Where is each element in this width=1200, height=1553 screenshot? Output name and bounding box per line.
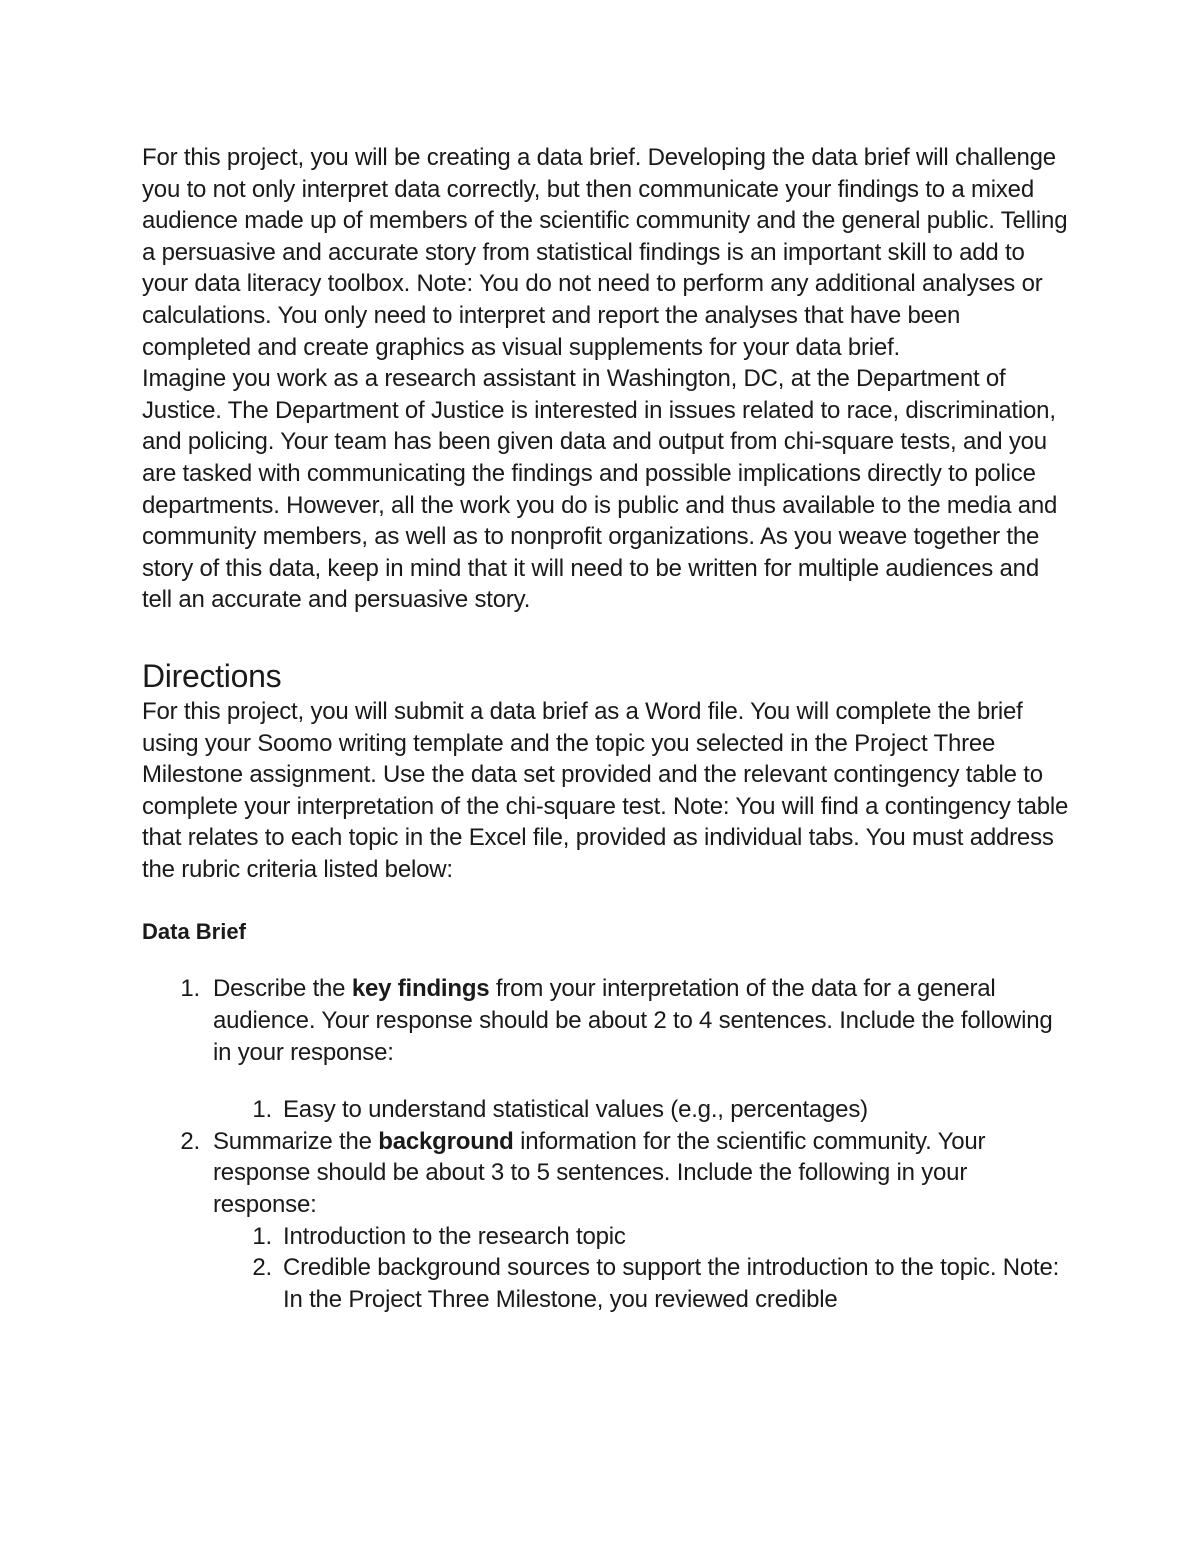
sub-list-item	[213, 1252, 1072, 1315]
sub-list-item-number: 2.	[252, 1254, 272, 1282]
list-item-number: 2.	[180, 1127, 200, 1155]
intro-paragraph-2: Imagine you work as a research assistant in Washington, DC, at the Department of Justice. The Department of Justice is interested in issues related to race, discrimination, and policing. Your team has been given data and output from chi-square tests, and you are tasked with communicating the findings and possible implications directly to police departments. However, all the work you do is public and thus available to the media and community members, as well as to nonprofit organizations. As you weave together the story of this data, keep in mind that it will need to be written for multiple audiences and tell an accurate and persuasive story.	[142, 365, 1058, 614]
directions-paragraph: For this project, you will submit a data brief as a Word file. You will complete the brief using your Soomo writing template and the topic you selected in the Project Three Milestone assignment. Use the data set provided and the relevant contingency table to complete your interpretation of the chi-square test. Note: You will find a contingency table that relates to each topic in the Excel file, provided as individual tabs. You must address the rubric criteria listed below:	[142, 697, 1069, 883]
rubric-list	[142, 973, 1072, 1315]
sub-list-item	[213, 1221, 1072, 1253]
sub-list	[213, 1221, 1072, 1316]
sub-list-item	[213, 1094, 1072, 1126]
sub-list-item-text: Introduction to the research topic	[283, 1222, 626, 1250]
list-item-text: Describe the key findings from your interpretation of the data for a general audience. Your response should be about 2 to 4 sentences. Include the following in your response:	[213, 975, 1053, 1066]
list-item-text: Summarize the background information for the scientific community. Your response should be about 3 to 5 sentences. Include the following in your response:	[213, 1127, 986, 1219]
list-item-number: 1.	[180, 975, 200, 1003]
document-page	[142, 142, 1072, 1315]
list-item	[142, 1126, 1072, 1316]
intro-paragraph-1: For this project, you will be creating a data brief. Developing the data brief will challenge you to not only interpret data correctly, but then communicate your findings to a mixed audience made up of members of the scientific community and the general public. Telling a persuasive and accurate story from statistical findings is an important skill to add to your data literacy toolbox. Note: You do not need to perform any additional analyses or calculations. You only need to interpret and report the analyses that have been completed and create graphics as visual supplements for your data brief.	[142, 144, 1068, 361]
sub-list-item-number: 1.	[252, 1096, 272, 1124]
directions-heading: Directions	[142, 657, 282, 694]
sub-list-item-number: 1.	[252, 1222, 272, 1250]
sub-list-item-text: Credible background sources to support the introduction to the topic. Note: In the Project Three Milestone, you reviewed credible	[283, 1254, 1060, 1313]
sub-list-item-text: Easy to understand statistical values (e.g., percentages)	[283, 1096, 868, 1124]
background-term: background	[378, 1127, 514, 1155]
key-findings-term: key findings	[351, 975, 490, 1003]
list-item	[142, 973, 1072, 1125]
sub-list	[213, 1094, 1072, 1126]
data-brief-heading: Data Brief	[142, 919, 246, 945]
